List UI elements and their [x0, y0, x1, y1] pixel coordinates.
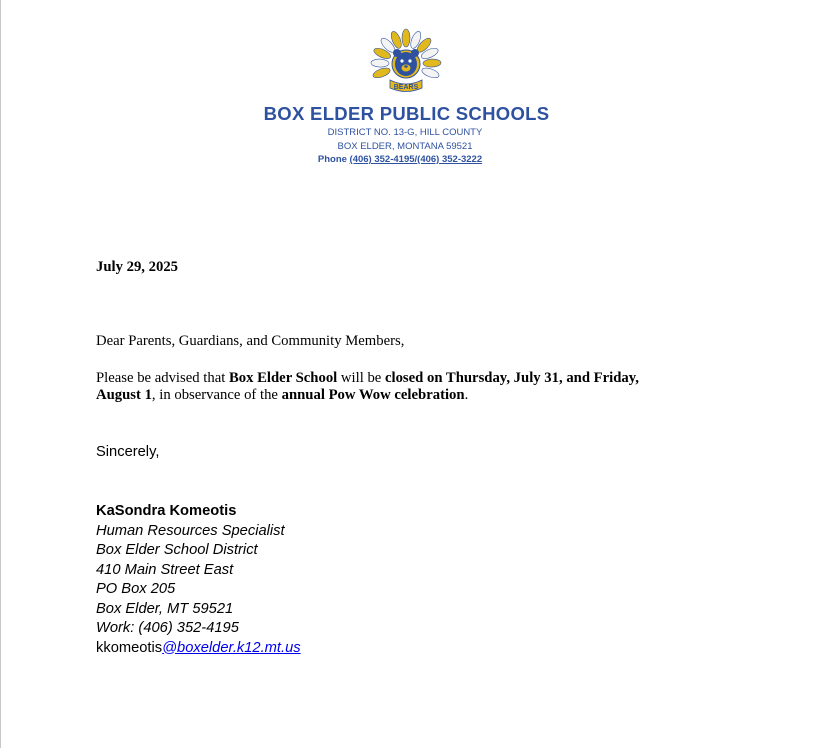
phone-line [0, 154, 807, 165]
body-text: Please be advised that [96, 370, 229, 386]
po-box: PO Box 205 [96, 581, 176, 597]
phone-link-1[interactable]: (406) 352-4195 [349, 154, 415, 165]
closing: Sincerely, [96, 444, 160, 460]
body-text: , in observance of the [151, 387, 282, 403]
body-line-1 [96, 370, 639, 387]
svg-text:BEARS: BEARS [393, 84, 419, 91]
phone-link-2[interactable]: (406) 352-3222 [417, 154, 483, 165]
body-text: will be [337, 370, 385, 386]
signer-org: Box Elder School District [96, 542, 258, 558]
event-name: annual Pow Wow celebration [281, 387, 465, 403]
email-user: kkomeotis [96, 639, 163, 656]
body-line-2 [96, 387, 639, 404]
phone-separator: / [414, 154, 418, 165]
org-name: BOX ELDER PUBLIC SCHOOLS [263, 103, 550, 124]
phone-label: Phone [317, 154, 350, 165]
signer-title: Human Resources Specialist [96, 522, 285, 539]
street-address: 410 Main Street East [96, 561, 234, 578]
email [96, 639, 301, 659]
city-line: BOX ELDER, MONTANA 59521 [337, 141, 473, 152]
body-paragraph [96, 370, 639, 404]
closure-date-2: August 1 [96, 387, 152, 403]
school-name: Box Elder School [228, 370, 338, 386]
body-text: . [464, 387, 469, 403]
greeting: Dear Parents, Guardians, and Community Members, [96, 333, 405, 349]
signature-block [96, 502, 301, 658]
bears-logo-icon [370, 28, 442, 96]
closure-dates: closed on Thursday, July 31, and Friday, [384, 370, 639, 386]
district-line: DISTRICT NO. 13-G, HILL COUNTY [327, 127, 483, 138]
email-link[interactable]: @boxelder.k12.mt.us [162, 639, 301, 656]
signer-name: KaSondra Komeotis [96, 503, 237, 519]
work-phone: Work: (406) 352-4195 [96, 620, 239, 636]
letter-date: July 29, 2025 [96, 259, 179, 275]
city-state-zip: Box Elder, MT 59521 [96, 600, 234, 617]
